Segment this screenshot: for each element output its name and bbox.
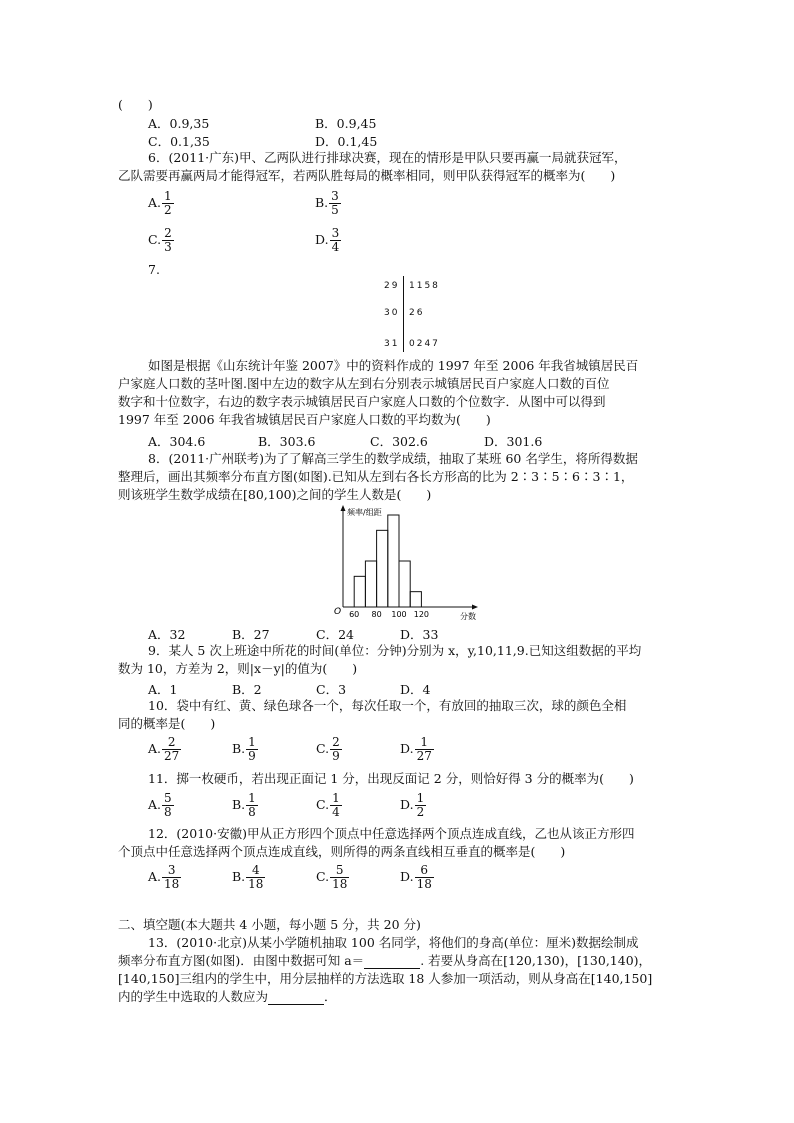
q7-line4: 1997 年至 2006 年我省城镇居民百户家庭人口数的平均数为( ): [118, 412, 491, 427]
q12-line1: 12．(2010·安徽)甲从正方形四个顶点中任意选择两个顶点连成直线，乙也从该正方形四: [148, 826, 635, 841]
q11-option-b: B. $\frac{1}{8}$: [232, 791, 256, 819]
q9-option-b: B．2: [232, 682, 262, 697]
stem-31: 31: [384, 339, 400, 349]
leaves-29: 1158: [409, 281, 440, 291]
q10-line1: 10．袋中有红、黄、绿色球各一个，每次任取一个，有放回的抽取三次，球的颜色全相: [148, 698, 627, 713]
q7-line2: 户家庭人口数的茎叶图.图中左边的数字从左到右分别表示城镇居民百户家庭人口数的百位: [118, 376, 610, 391]
q11-option-d: D. $\frac{1}{2}$: [400, 791, 425, 819]
q5-option-b: B．0.9,45: [315, 116, 377, 131]
q7-option-c: C．302.6: [370, 434, 428, 449]
q11-line1: 11．掷一枚硬币，若出现正面记 1 分，出现反面记 2 分，则恰好得 3 分的概率为( ): [148, 771, 634, 786]
q9-option-d: D．4: [400, 682, 431, 697]
q13-line1: 13．(2010·北京)从某小学随机抽取 100 名同学，将他们的身高(单位：厘米)数据绘制成: [148, 935, 639, 950]
q8-option-a: A．32: [148, 627, 186, 642]
q7-number: 7.: [148, 262, 160, 277]
q5-option-c: C．0.1,35: [148, 134, 210, 149]
answer-blank-a[interactable]: [364, 955, 420, 969]
leaves-31: 0247: [409, 339, 440, 349]
q8-option-b: B．27: [232, 627, 270, 642]
origin-label: O: [334, 607, 342, 617]
q6-line2: 乙队需要再赢两局才能得冠军，若两队胜每局的概率相同，则甲队获得冠军的概率为( ): [118, 168, 616, 183]
q6-option-c: C. $\frac{2}{3}$: [148, 226, 172, 254]
q12-option-b: B. $\frac{4}{18}$: [232, 863, 264, 891]
frequency-histogram: [325, 503, 485, 621]
q11-option-c: C. $\frac{1}{4}$: [316, 791, 340, 819]
q10-option-d: D. $\frac{1}{27}$: [400, 735, 432, 763]
stem-30: 30: [384, 308, 400, 318]
q7-line3: 数字和十位数字，右边的数字表示城镇居民百户家庭人口数的个位数字．从图中可以得到: [118, 394, 606, 409]
q6-option-a: A. $\frac{1}{2}$: [148, 189, 172, 217]
q10-option-a: A. $\frac{2}{27}$: [148, 735, 180, 763]
stem-leaf-plot: [380, 276, 460, 352]
stem-29: 29: [384, 281, 400, 291]
q7-option-b: B．303.6: [258, 434, 316, 449]
q7-line1: 如图是根据《山东统计年鉴 2007》中的资料作成的 1997 年至 2006 年我省城镇居民百: [148, 358, 639, 373]
x-tick-label: 60: [349, 610, 360, 619]
q12-option-c: C. $\frac{5}{18}$: [316, 863, 348, 891]
x-axis-label: 分数: [460, 612, 476, 621]
x-tick-label: 80: [371, 610, 382, 619]
y-axis-label: 频率/组距: [347, 508, 382, 517]
q5-option-d: D．0.1,45: [315, 134, 378, 149]
answer-blank-count[interactable]: [268, 991, 324, 1005]
q13-line3: [140,150]三组内的学生中，用分层抽样的方法选取 18 人参加一项活动，则从身高在[140,150]: [118, 971, 653, 986]
histogram-bar: [399, 561, 410, 607]
q8-line1: 8．(2011·广州联考)为了了解高三学生的数学成绩，抽取了某班 60 名学生，将所得数据: [148, 451, 638, 466]
section-heading: 二、填空题(本大题共 4 小题，每小题 5 分，共 20 分): [118, 917, 421, 932]
q8-option-d: D．33: [400, 627, 439, 642]
q12-option-a: A. $\frac{3}{18}$: [148, 863, 180, 891]
q5-stem-tail: ( ): [118, 97, 153, 112]
q10-line2: 同的概率是( ): [118, 716, 216, 731]
q9-line1: 9．某人 5 次上班途中所花的时间(单位：分钟)分别为 x，y,10,11,9.已知这组数据的平均: [148, 643, 642, 658]
histogram-bar: [410, 592, 421, 607]
q12-line2: 个顶点中任意选择两个顶点连成直线，则所得的两条直线相互垂直的概率是( ): [118, 844, 566, 859]
q13-line4: 内的学生中选取的人数应为 ．: [118, 989, 337, 1004]
q10-option-c: C. $\frac{2}{9}$: [316, 735, 340, 763]
leaves-30: 26: [409, 308, 425, 318]
histogram-bar: [388, 515, 399, 607]
q6-line1: 6．(2011·广东)甲、乙两队进行排球决赛，现在的情形是甲队只要再赢一局就获冠军，: [148, 150, 627, 165]
histogram-bar: [365, 561, 376, 607]
q8-option-c: C．24: [316, 627, 354, 642]
q13-line2: 频率分布直方图(如图)．由图中数据可知 a＝ . 若要从身高在[120,130)，[130,140)，: [118, 953, 652, 968]
x-tick-label: 100: [391, 610, 407, 619]
q8-line3: 则该班学生数学成绩在[80,100)之间的学生人数是( ): [118, 487, 432, 502]
q9-line2: 数为 10，方差为 2，则|x－y|的值为( ): [118, 661, 358, 676]
q7-option-d: D．301.6: [484, 434, 543, 449]
q11-option-a: A. $\frac{5}{8}$: [148, 791, 172, 819]
stem-leaf-divider: [403, 276, 404, 352]
histogram-bar: [377, 530, 388, 607]
q7-option-a: A．304.6: [148, 434, 206, 449]
y-axis-arrow: [341, 505, 346, 511]
q5-option-a: A．0.9,35: [148, 116, 210, 131]
x-axis-arrow: [472, 605, 478, 610]
histogram-bar: [354, 576, 365, 607]
q6-option-d: D. $\frac{3}{4}$: [315, 226, 340, 254]
q9-option-a: A．1: [148, 682, 178, 697]
q12-option-d: D. $\frac{6}{18}$: [400, 863, 432, 891]
q8-line2: 整理后，画出其频率分布直方图(如图).已知从左到右各长方形高的比为 2∶3∶5∶6∶3∶1，: [118, 469, 634, 484]
q9-option-c: C．3: [316, 682, 347, 697]
x-tick-label: 120: [413, 610, 430, 619]
q10-option-b: B. $\frac{1}{9}$: [232, 735, 256, 763]
q6-option-b: B. $\frac{3}{5}$: [315, 189, 339, 217]
